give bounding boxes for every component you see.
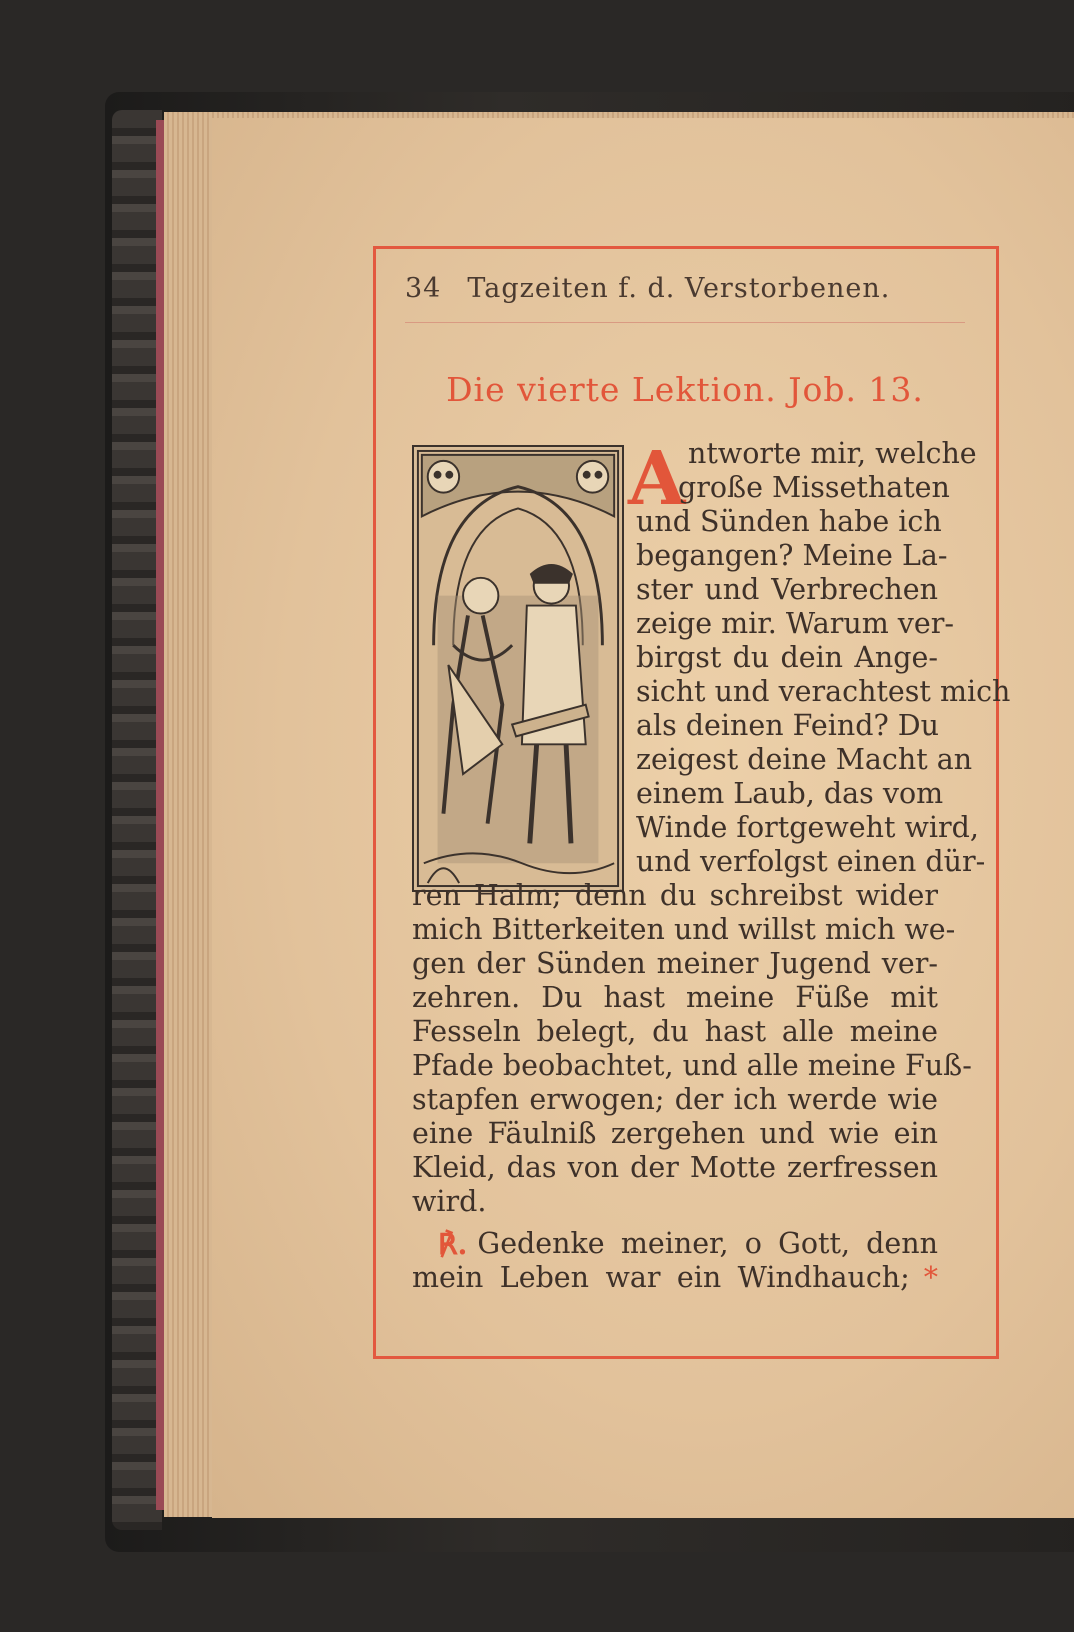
- responsory-star: *: [923, 1261, 938, 1294]
- body-line: begangen? Meine La-: [636, 539, 948, 572]
- lesson-title: Die vierte Lektion. Job. 13.: [446, 370, 924, 409]
- drop-cap-initial: A: [628, 436, 686, 522]
- book-spine: [112, 110, 162, 1530]
- page-number: 34: [405, 272, 442, 304]
- body-line: ntworte mir, welche: [688, 437, 977, 470]
- responsory-text-2: mein Leben war ein Windhauch;: [412, 1261, 910, 1294]
- body-line: eine Fäulniß zergehen und wie ein: [412, 1117, 938, 1150]
- body-line: gen der Sünden meiner Jugend ver-: [412, 947, 938, 980]
- body-line: große Missethaten: [678, 471, 950, 504]
- responsory-text-1: Gedenke meiner, o Gott, denn: [477, 1227, 938, 1260]
- body-line: und verfolgst einen dür-: [636, 845, 986, 878]
- body-line: Winde fortgeweht wird,: [636, 811, 979, 844]
- body-line: ster und Verbrechen: [636, 573, 938, 606]
- responsory-line-2: [412, 1260, 938, 1296]
- body-line: zeige mir. Warum ver-: [636, 607, 955, 640]
- body-line: zehren. Du hast meine Füße mit: [412, 981, 938, 1014]
- body-line: Fesseln belegt, du hast alle meine: [412, 1015, 938, 1048]
- responsory-mark: ℟.: [438, 1227, 468, 1261]
- woodcut-illustration: [412, 445, 624, 892]
- body-line: wird.: [412, 1185, 487, 1218]
- body-line: und Sünden habe ich: [636, 505, 942, 538]
- running-title: Tagzeiten f. d. Verstorbenen.: [467, 272, 891, 304]
- body-line: stapfen erwogen; der ich werde wie: [412, 1083, 938, 1116]
- running-head: [405, 268, 975, 308]
- death-and-youth-woodcut: [414, 447, 622, 890]
- body-line: zeigest deine Macht an: [636, 743, 973, 776]
- body-line: Kleid, das von der Motte zerfressen: [412, 1151, 938, 1184]
- body-line: einem Laub, das vom: [636, 777, 944, 810]
- head-rule: [405, 322, 965, 323]
- body-line: Pfade beobachtet, und alle meine Fuß-: [412, 1049, 972, 1082]
- body-line: sicht und verachtest mich: [636, 675, 1011, 708]
- body-line: als deinen Feind? Du: [636, 709, 939, 742]
- body-line: mich Bitterkeiten und willst mich we-: [412, 913, 956, 946]
- responsory-line-1: [438, 1226, 938, 1262]
- body-line: ren Halm; denn du schreibst wider: [412, 879, 938, 912]
- body-line: birgst du dein Ange-: [636, 641, 938, 674]
